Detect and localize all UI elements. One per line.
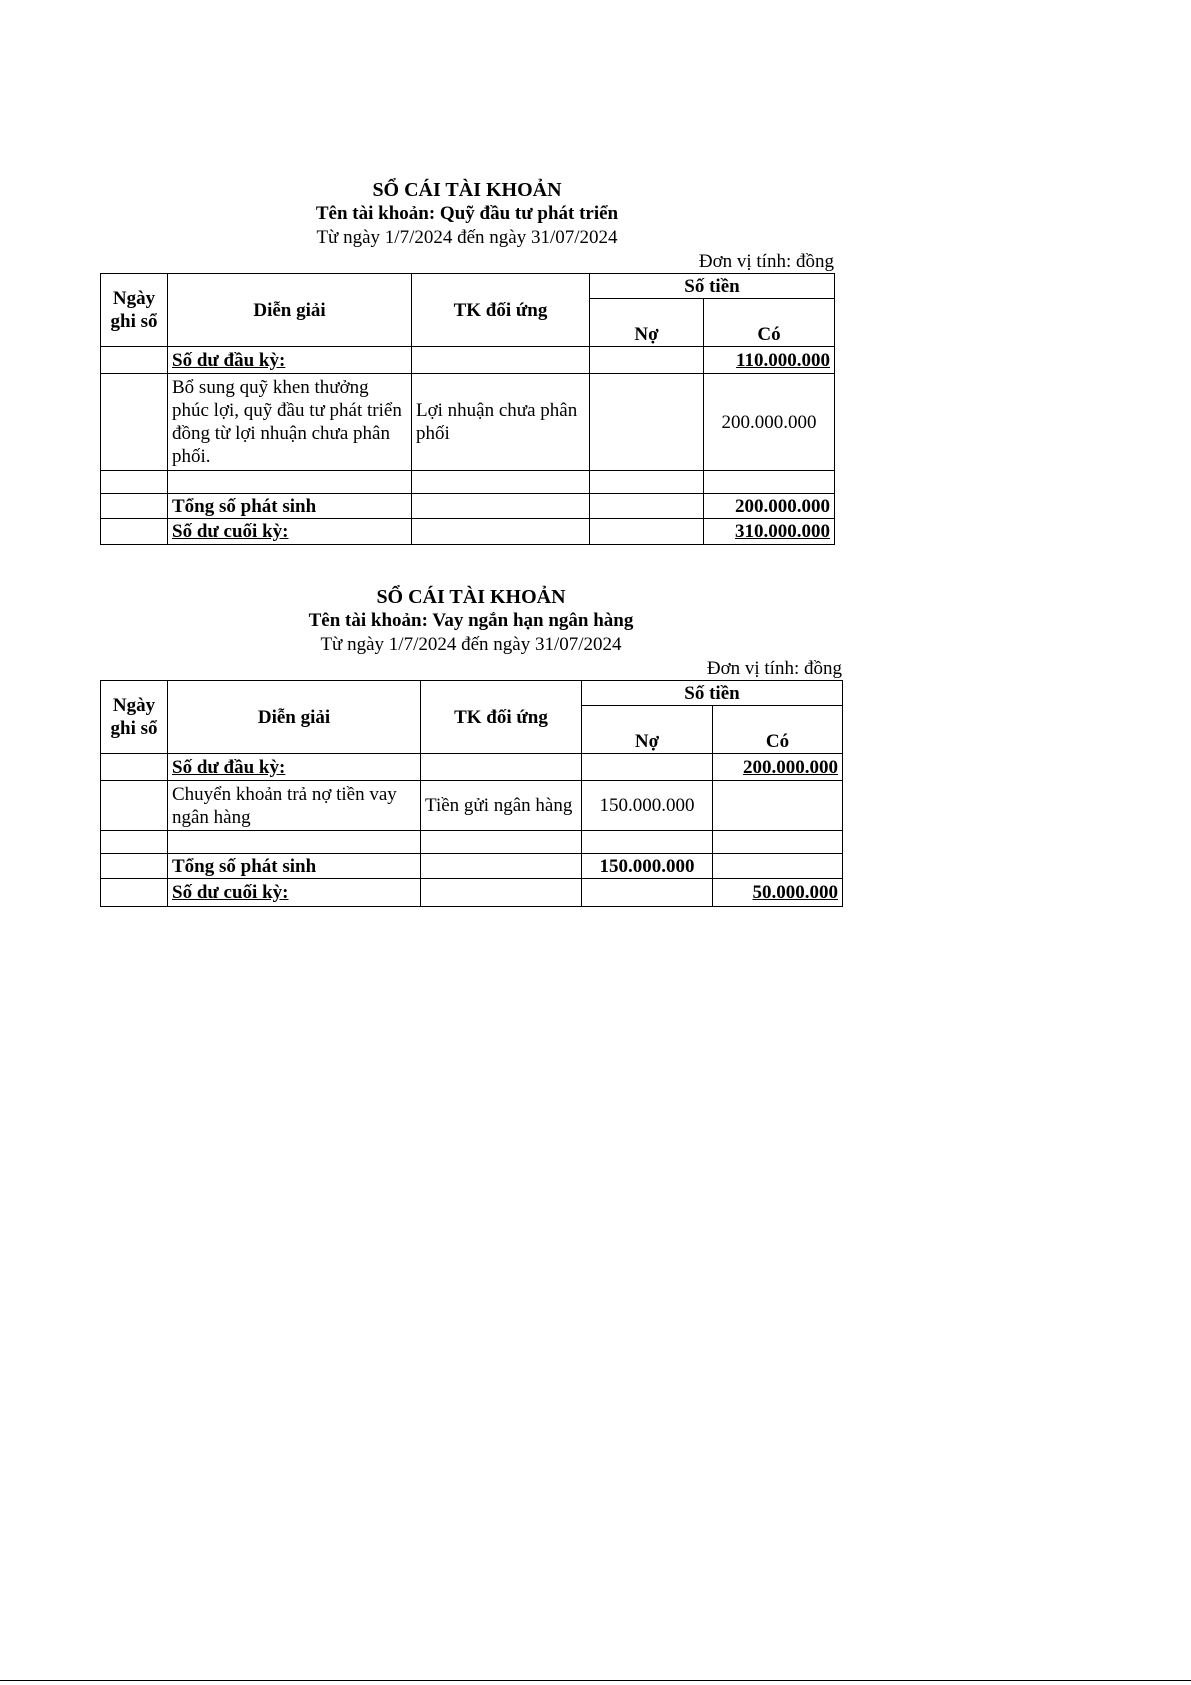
header-credit: Có [713,706,843,754]
header-amount: Số tiền [590,274,835,299]
ledger-header [100,585,842,657]
opening-balance-row [101,754,843,781]
unit-label: Đơn vị tính: đồng [706,658,842,679]
total-row [101,854,843,879]
total-label: Tổng số phát sinh [168,494,412,519]
ledger-title: SỔ CÁI TÀI KHOẢN [372,179,562,201]
opening-balance-row [101,347,835,374]
opening-balance-label: Số dư đầu kỳ: [172,349,286,371]
table-row [101,374,835,471]
empty-row [101,831,843,854]
unit-label: Đơn vị tính: đồng [698,251,834,272]
header-date: Ngày ghi sổ [101,681,168,754]
closing-balance-credit: 310.000.000 [735,521,830,542]
ledger-table [100,680,843,907]
header-date: Ngày ghi sổ [101,274,168,347]
account-name: Tên tài khoản: Quỹ đầu tư phát triển [315,203,619,224]
ledger-quy-dau-tu-phat-trien [100,178,834,545]
total-debit: 150.000.000 [582,854,713,879]
opening-balance-label: Số dư đầu kỳ: [172,756,286,778]
header-credit: Có [704,299,835,347]
period: Từ ngày 1/7/2024 đến ngày 31/07/2024 [320,634,622,655]
header-contra-account: TK đối ứng [421,681,582,754]
closing-balance-row [101,519,835,545]
ledger-title: SỔ CÁI TÀI KHOẢN [376,586,566,608]
opening-balance-credit: 110.000.000 [736,349,830,371]
header-amount: Số tiền [582,681,843,706]
header-debit: Nợ [582,706,713,754]
period: Từ ngày 1/7/2024 đến ngày 31/07/2024 [316,227,618,248]
closing-balance-label: Số dư cuối kỳ: [172,882,289,903]
empty-row [101,471,835,494]
entry-credit: 200.000.000 [704,374,835,471]
closing-balance-row [101,879,843,907]
entry-description: Chuyển khoản trả nợ tiền vay ngân hàng [168,781,421,831]
header-debit: Nợ [590,299,704,347]
total-credit: 200.000.000 [704,494,835,519]
header-description: Diễn giải [168,681,421,754]
closing-balance-credit: 50.000.000 [752,882,838,903]
header-contra-account: TK đối ứng [412,274,590,347]
header-description: Diễn giải [168,274,412,347]
ledger-header [100,178,834,250]
total-row [101,494,835,519]
table-row [101,781,843,831]
entry-debit: 150.000.000 [582,781,713,831]
entry-contra-account: Tiền gửi ngân hàng [421,781,582,831]
entry-description: Bổ sung quỹ khen thưởng phúc lợi, quỹ đầu tư phát triển đồng từ lợi nhuận chưa phân phối. [168,374,412,471]
entry-contra-account: Lợi nhuận chưa phân phối [412,374,590,471]
total-label: Tổng số phát sinh [168,854,421,879]
ledger-table [100,273,835,545]
opening-balance-credit: 200.000.000 [743,756,838,778]
page-bottom-rule [0,1680,1191,1681]
ledger-vay-ngan-han [100,585,842,907]
account-name: Tên tài khoản: Vay ngắn hạn ngân hàng [308,610,634,631]
closing-balance-label: Số dư cuối kỳ: [172,521,289,542]
